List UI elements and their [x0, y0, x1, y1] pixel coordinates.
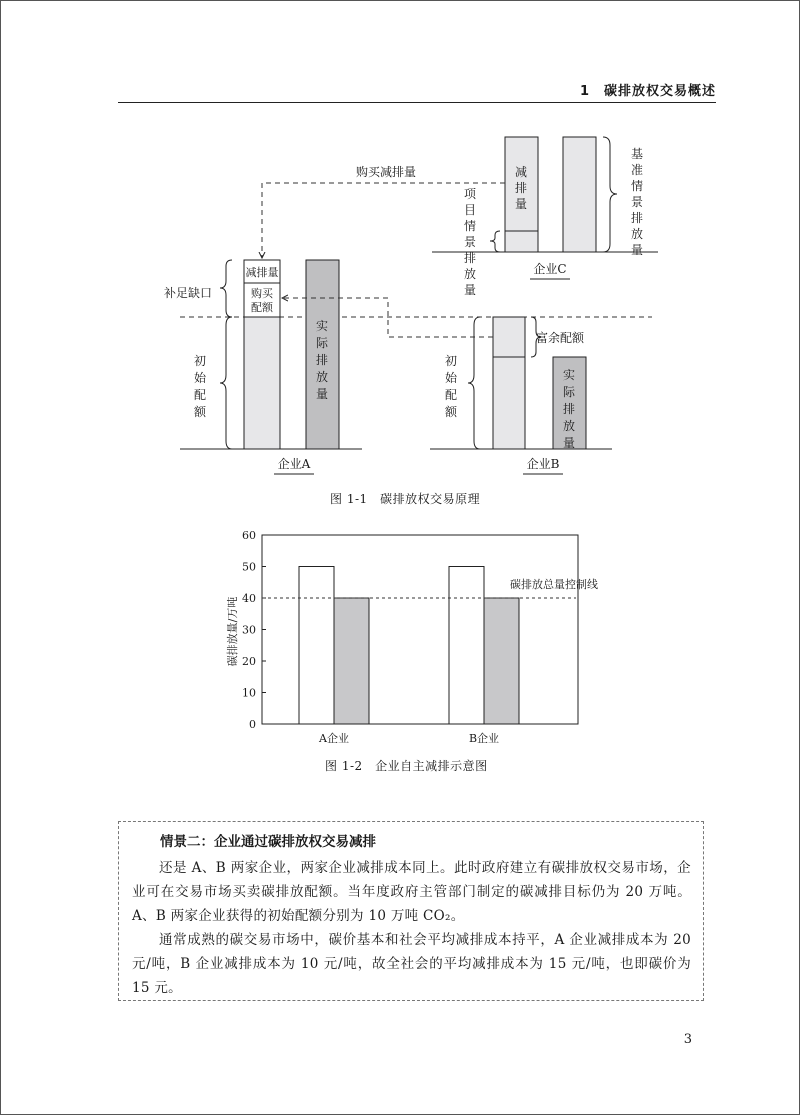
label-surplus-quota: 富余配额	[536, 331, 585, 345]
page-number: 3	[683, 1032, 692, 1047]
brace-fill-gap	[220, 260, 232, 317]
company-b-initial-quota-bar	[493, 317, 525, 449]
label-actual-emission-b: 实际排放量	[562, 368, 576, 450]
label-buy-quota: 购买配额	[251, 287, 273, 314]
y-tick-label: 0	[249, 718, 256, 731]
label-actual-emission-a: 实际排放量	[315, 319, 329, 401]
label-baseline-scenario: 基准情景排放量	[630, 147, 644, 257]
y-tick-label: 20	[242, 655, 256, 668]
y-tick-label: 40	[242, 592, 256, 605]
bar-white-0	[299, 567, 334, 725]
chapter-number: 1	[579, 84, 590, 99]
y-tick-label: 60	[242, 529, 256, 542]
y-tick-label: 30	[242, 623, 256, 637]
bar-gray-1	[484, 598, 519, 724]
y-axis-label: 碳排放量/万吨	[226, 596, 239, 667]
company-a-initial-quota-bar	[244, 317, 280, 449]
company-b-label: 企业B	[526, 457, 560, 471]
bar-white-1	[449, 567, 484, 725]
figure-1-2-caption: 图 1-2 企业自主减排示意图	[325, 759, 488, 773]
figure-1-2-chart	[225, 529, 598, 745]
company-c-baseline-bar	[563, 137, 596, 252]
label-buy-reduction: 购买减排量	[355, 165, 417, 179]
y-tick-label: 50	[242, 560, 256, 574]
y-tick-label: 10	[242, 686, 256, 700]
brace-project-scenario	[490, 231, 500, 252]
label-reduction-c: 减排量	[514, 165, 528, 211]
company-c-label: 企业C	[533, 262, 567, 276]
control-line-label: 碳排放总量控制线	[510, 578, 598, 591]
label-initial-quota-b: 初始配额	[444, 354, 458, 419]
label-fill-gap: 补足缺口	[163, 286, 213, 300]
scenario-box	[118, 821, 704, 1001]
x-category-label: B企业	[468, 732, 500, 745]
company-a-label: 企业A	[277, 457, 311, 471]
figure-1-1-caption: 图 1-1 碳排放权交易原理	[330, 492, 481, 506]
chapter-title: 碳排放权交易概述	[603, 84, 716, 99]
scenario-paragraph-2: 通常成熟的碳交易市场中，碳价基本和社会平均减排成本持平，A 企业减排成本为 20 元/吨，B 企业减排成本为 10 元/吨，故全社会的平均减排成本为 15 元/吨，也即碳价为 15 元。	[132, 932, 691, 996]
brace-initial-quota-b	[468, 317, 480, 449]
label-project-scenario: 项目情景排放量	[463, 187, 477, 297]
scenario-title: 情景二：企业通过碳排放权交易减排	[160, 834, 376, 850]
label-initial-quota-a: 初始配额	[193, 354, 207, 419]
scenario-paragraph-1: 还是 A、B 两家企业，两家企业减排成本同上。此时政府建立有碳排放权交易市场，企业可在交易市场买卖碳排放配额。当年度政府主管部门制定的碳减排目标仍为 20 万吨。A、B 两家企业获得的初始配额分别为 10 万吨 CO₂。	[132, 860, 691, 924]
brace-initial-quota-a	[220, 317, 232, 449]
label-reduction-a: 减排量	[245, 266, 279, 279]
brace-baseline-scenario	[603, 137, 617, 252]
x-category-label: A企业	[319, 732, 349, 745]
bar-gray-0	[334, 598, 369, 724]
